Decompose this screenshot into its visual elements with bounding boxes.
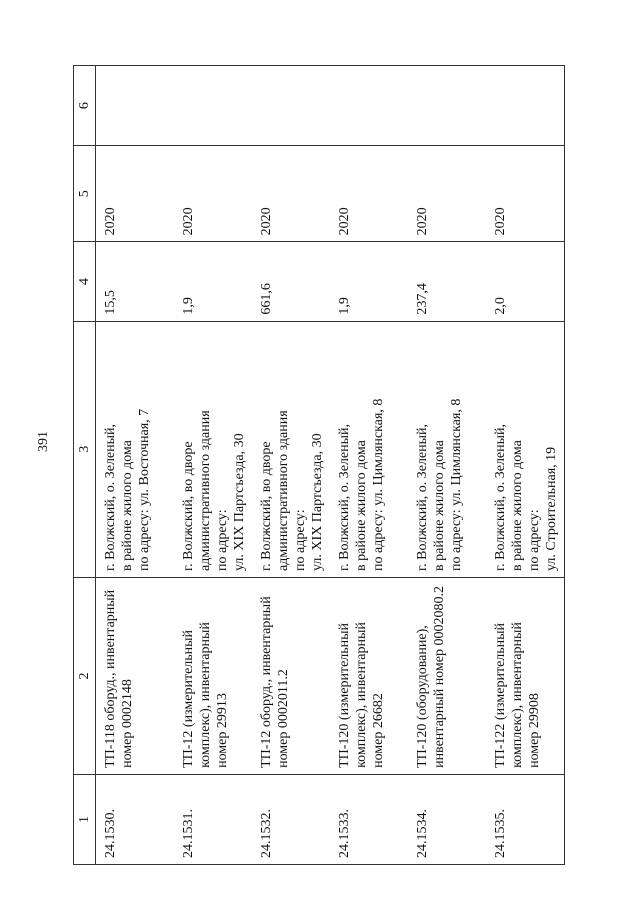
table-row [174,66,252,865]
object-name: ТП-120 (измерительный комплекс), инвентарный номер 26682 [330,578,408,775]
object-extra [174,66,252,146]
header-row [74,66,96,865]
object-address: г. Волжский, о. Зеленый, в районе жилого дома по адресу: ул. Цимлянская, 8 [330,321,408,577]
object-value: 661,6 [252,242,330,321]
object-value: 15,5 [96,242,174,321]
object-name: ТП-118 оборуд., инвентарный номер 0002148 [96,578,174,775]
table-row [486,66,565,865]
object-name: ТП-122 (измерительный комплекс), инвентарный номер 29908 [486,578,565,775]
object-extra [252,66,330,146]
table-row [252,66,330,865]
column-header-1: 1 [74,774,96,864]
object-value: 1,9 [330,242,408,321]
object-year: 2020 [486,146,565,242]
object-year: 2020 [330,146,408,242]
object-name: ТП-12 оборуд., инвентарный номер 0002011.2 [252,578,330,775]
object-extra [486,66,565,146]
object-address: г. Волжский, о. Зеленый, в районе жилого дома по адресу: ул. Строительная, 19 [486,321,565,577]
row-number: 24.1535. [486,774,565,864]
object-extra [330,66,408,146]
object-value: 237,4 [408,242,486,321]
column-header-4: 4 [74,242,96,321]
object-year: 2020 [174,146,252,242]
rotated-table-container [73,65,618,865]
table-row [96,66,174,865]
column-header-5: 5 [74,146,96,242]
column-header-6: 6 [74,66,96,146]
object-year: 2020 [252,146,330,242]
object-name: ТП-120 (оборудование), инвентарный номер 0002080.2 [408,578,486,775]
page-number: 391 [36,431,51,452]
row-number: 24.1531. [174,774,252,864]
object-address: г. Волжский, во дворе административного здания по адресу: ул. XIX Партсъезда, 30 [252,321,330,577]
row-number: 24.1530. [96,774,174,864]
object-address: г. Волжский, во дворе административного здания по адресу: ул. XIX Партсъезда, 30 [174,321,252,577]
object-extra [408,66,486,146]
property-table [73,65,565,865]
table-row [408,66,486,865]
object-extra [96,66,174,146]
object-name: ТП-12 (измерительный комплекс), инвентарный номер 29913 [174,578,252,775]
row-number: 24.1532. [252,774,330,864]
object-value: 1,9 [174,242,252,321]
object-year: 2020 [96,146,174,242]
object-year: 2020 [408,146,486,242]
column-header-3: 3 [74,321,96,577]
row-number: 24.1534. [408,774,486,864]
row-number: 24.1533. [330,774,408,864]
column-header-2: 2 [74,578,96,775]
object-value: 2,0 [486,242,565,321]
object-address: г. Волжский, о. Зеленый, в районе жилого дома по адресу: ул. Восточная, 7 [96,321,174,577]
table-row [330,66,408,865]
object-address: г. Волжский, о. Зеленый, в районе жилого дома по адресу: ул. Цимлянская, 8 [408,321,486,577]
